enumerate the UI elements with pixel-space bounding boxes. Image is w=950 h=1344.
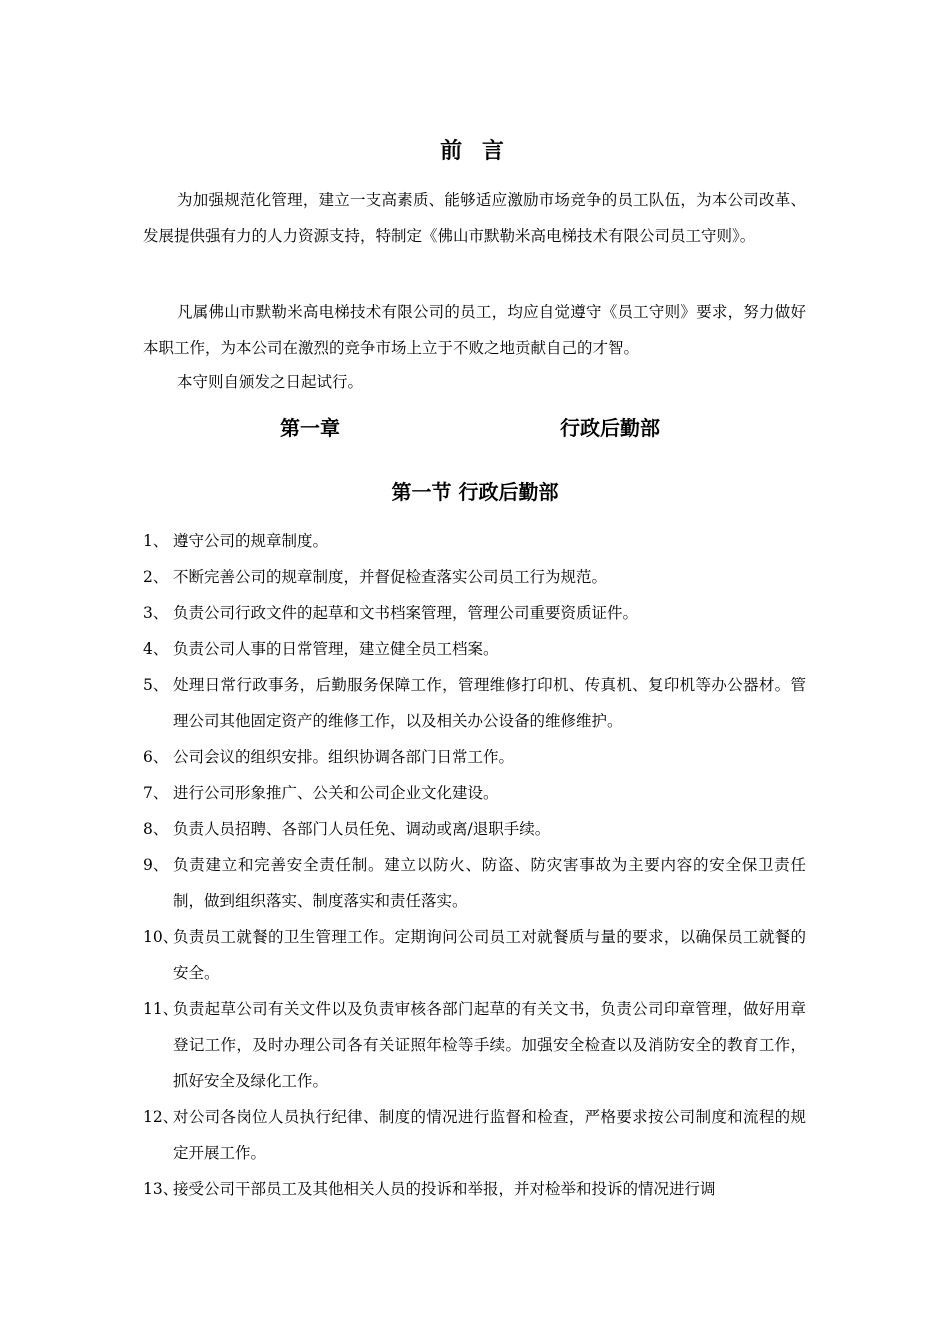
list-item bbox=[143, 1099, 806, 1171]
list-item bbox=[143, 847, 806, 919]
item-number: 12、 bbox=[143, 1108, 179, 1126]
page-title: 前 言 bbox=[440, 138, 510, 164]
list-item bbox=[143, 775, 806, 811]
preface-paragraph-1: 为加强规范化管理，建立一支高素质、能够适应激励市场竞争的员工队伍，为本公司改革、发展提供强有力的人力资源支持，特制定《佛山市默勒米高电梯技术有限公司员工守则》。 bbox=[143, 191, 806, 245]
list-item bbox=[143, 991, 806, 1099]
list-item bbox=[143, 523, 806, 559]
item-text: 负责起草公司有关文件以及负责审核各部门起草的有关文书，负责公司印章管理，做好用章登记工作，及时办理公司各有关证照年检等手续。加强安全检查以及消防安全的教育工作，抓好安全及绿化工作。 bbox=[173, 1000, 806, 1090]
preface-paragraph-2: 凡属佛山市默勒米高电梯技术有限公司的员工，均应自觉遵守《员工守则》要求，努力做好本职工作，为本公司在激烈的竞争市场上立于不败之地贡献自己的才智。 bbox=[143, 303, 806, 357]
item-text: 负责公司行政文件的起草和文书档案管理，管理公司重要资质证件。 bbox=[173, 604, 639, 622]
list-item bbox=[143, 559, 806, 595]
item-number: 7、 bbox=[143, 784, 169, 802]
item-text: 负责员工就餐的卫生管理工作。定期询问公司员工对就餐质与量的要求，以确保员工就餐的安全。 bbox=[173, 928, 806, 982]
list-item bbox=[143, 631, 806, 667]
list-item bbox=[143, 667, 806, 739]
item-number: 8、 bbox=[143, 820, 169, 838]
item-text: 遵守公司的规章制度。 bbox=[173, 532, 329, 550]
list-item bbox=[143, 739, 806, 775]
item-number: 5、 bbox=[143, 676, 169, 694]
chapter-number: 第一章 bbox=[280, 416, 340, 440]
item-text: 公司会议的组织安排。组织协调各部门日常工作。 bbox=[173, 748, 515, 766]
item-text: 进行公司形象推广、公关和公司企业文化建设。 bbox=[173, 784, 499, 802]
item-number: 2、 bbox=[143, 568, 169, 586]
preface-paragraph-3: 本守则自颁发之日起试行。 bbox=[177, 373, 364, 391]
list-item bbox=[143, 811, 806, 847]
chapter-name: 行政后勤部 bbox=[560, 416, 660, 440]
item-text: 接受公司干部员工及其他相关人员的投诉和举报，并对检举和投诉的情况进行调 bbox=[173, 1180, 716, 1198]
section-heading: 第一节 行政后勤部 bbox=[391, 480, 559, 504]
duty-list bbox=[143, 523, 806, 1207]
item-number: 6、 bbox=[143, 748, 169, 766]
list-item bbox=[143, 919, 806, 991]
item-text: 负责公司人事的日常管理，建立健全员工档案。 bbox=[173, 640, 499, 658]
item-number: 3、 bbox=[143, 604, 169, 622]
item-text: 对公司各岗位人员执行纪律、制度的情况进行监督和检查，严格要求按公司制度和流程的规定开展工作。 bbox=[173, 1108, 806, 1162]
item-number: 11、 bbox=[143, 1000, 179, 1018]
item-number: 4、 bbox=[143, 640, 169, 658]
item-number: 1、 bbox=[143, 532, 169, 550]
list-item bbox=[143, 595, 806, 631]
item-text: 负责建立和完善安全责任制。建立以防火、防盗、防灾害事故为主要内容的安全保卫责任制，做到组织落实、制度落实和责任落实。 bbox=[173, 856, 806, 910]
item-number: 10、 bbox=[143, 928, 179, 946]
item-number: 9、 bbox=[143, 856, 169, 874]
item-text: 不断完善公司的规章制度，并督促检查落实公司员工行为规范。 bbox=[173, 568, 608, 586]
item-text: 负责人员招聘、各部门人员任免、调动或离/退职手续。 bbox=[173, 820, 551, 838]
item-text: 处理日常行政事务，后勤服务保障工作，管理维修打印机、传真机、复印机等办公器材。管理公司其他固定资产的维修工作，以及相关办公设备的维修维护。 bbox=[173, 676, 806, 730]
item-number: 13、 bbox=[143, 1180, 179, 1198]
list-item bbox=[143, 1171, 806, 1207]
